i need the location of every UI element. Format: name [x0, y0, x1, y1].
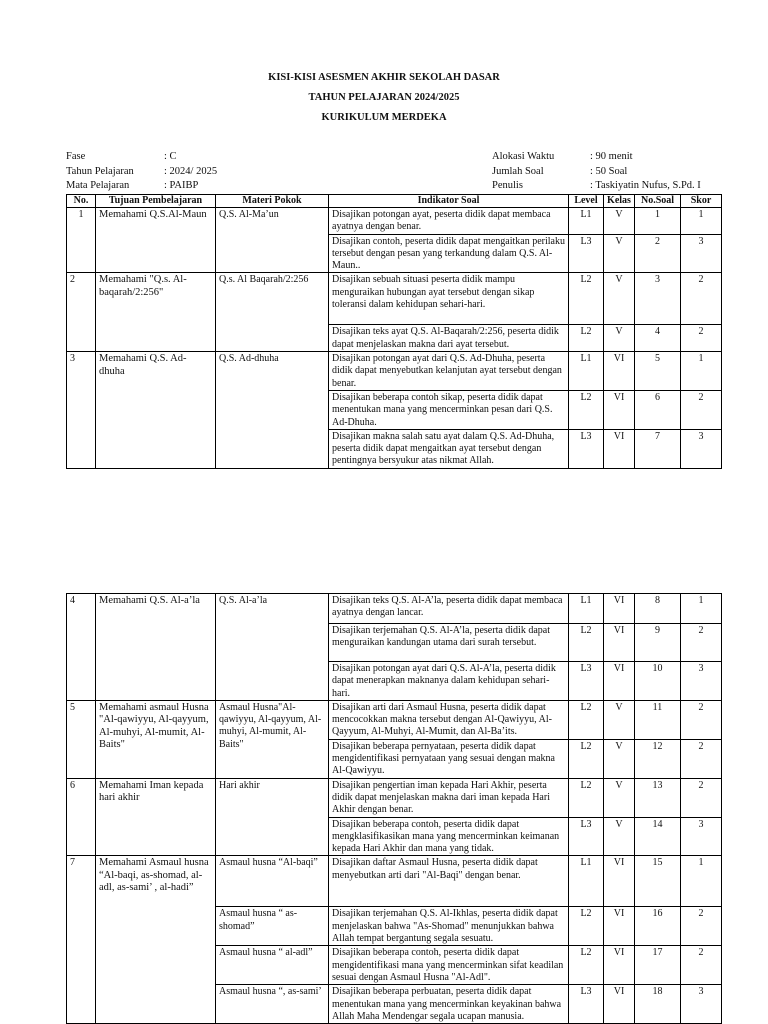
indikator-cell: Disajikan arti dari Asmaul Husna, peserta didik dapat mencocokkan makna tersebut dengan Al-Qawiyyu, Al-Qayyum, Al-Muhyi, Al-Mumit, dan Al-Ba’its.: [329, 700, 569, 739]
indikator-cell: Disajikan contoh, peserta didik dapat mengaitkan perilaku tersebut dengan pesan yang terkandung dalam Q.S. Al-Maun..: [329, 234, 569, 273]
level-cell: L1: [569, 352, 604, 391]
kelas-cell: VI: [604, 985, 635, 1024]
skor-cell: 3: [681, 817, 722, 856]
kelas-cell: V: [604, 700, 635, 739]
no-soal-cell: 11: [635, 700, 681, 739]
meta-label-mapel: Mata Pelajaran: [66, 180, 130, 191]
no-soal-cell: 2: [635, 234, 681, 273]
skor-cell: 2: [681, 325, 722, 352]
skor-cell: 3: [681, 985, 722, 1024]
kelas-cell: V: [604, 273, 635, 325]
no-soal-cell: 17: [635, 946, 681, 985]
indikator-cell: Disajikan terjemahan Q.S. Al-A’la, peserta didik dapat menguraikan kandungan utama dari surah tersebut.: [329, 624, 569, 662]
indikator-cell: Disajikan makna salah satu ayat dalam Q.S. Ad-Dhuha, peserta didik dapat mengaitkan ayat tersebut dengan pentingnya bersyukur atas nikmat Allah.: [329, 429, 569, 468]
no-soal-cell: 12: [635, 739, 681, 778]
col-header-indikator: Indikator Soal: [329, 195, 569, 208]
indikator-cell: Disajikan teks ayat Q.S. Al-Baqarah/2:256, peserta didik dapat menjelaskan makna dari ayat tersebut.: [329, 325, 569, 352]
no-soal-cell: 7: [635, 429, 681, 468]
meta-label-jumlah: Jumlah Soal: [492, 166, 544, 177]
indikator-cell: Disajikan terjemahan Q.S. Al-Ikhlas, peserta didik dapat menjelaskan bahwa "As-Shomad" menunjukkan bahwa Allah tempat bergantung segala sesuatu.: [329, 907, 569, 946]
skor-cell: 2: [681, 390, 722, 429]
tujuan-cell: Memahami Asmaul husna “Al-baqi, as-shomad, al-adl, as-sami’ , al-hadi”: [96, 856, 216, 1024]
indikator-cell: Disajikan potongan ayat dari Q.S. Al-A’la, peserta didik dapat menerapkan maknanya dalam kehidupan sehari-hari.: [329, 662, 569, 701]
indikator-cell: Disajikan beberapa pernyataan, peserta didik dapat mengidentifikasi pernyataan yang sesuai dengan makna Al-Qawiyyu.: [329, 739, 569, 778]
table-header-row: [67, 195, 722, 208]
meta-value-mapel: : PAIBP: [164, 180, 199, 191]
kelas-cell: V: [604, 739, 635, 778]
skor-cell: 2: [681, 700, 722, 739]
kelas-cell: VI: [604, 352, 635, 391]
tujuan-cell: Memahami Q.S. Al-a’la: [96, 594, 216, 701]
level-cell: L1: [569, 208, 604, 235]
level-cell: L2: [569, 907, 604, 946]
skor-cell: 2: [681, 778, 722, 817]
no-soal-cell: 9: [635, 624, 681, 662]
no-soal-cell: 4: [635, 325, 681, 352]
meta-label-fase: Fase: [66, 151, 86, 162]
kelas-cell: V: [604, 817, 635, 856]
indikator-cell: Disajikan pengertian iman kepada Hari Akhir, peserta didik dapat menjelaskan makna dari iman kepada Hari Akhir dengan benar.: [329, 778, 569, 817]
skor-cell: 1: [681, 594, 722, 624]
meta-label-tahun: Tahun Pelajaran: [66, 166, 134, 177]
kisi-table-2: [66, 593, 722, 1024]
no-soal-cell: 13: [635, 778, 681, 817]
no-soal-cell: 16: [635, 907, 681, 946]
col-header-skor: Skor: [681, 195, 722, 208]
level-cell: L3: [569, 662, 604, 701]
table-row: [67, 208, 722, 235]
materi-cell: Hari akhir: [216, 778, 329, 856]
indikator-cell: Disajikan potongan ayat, peserta didik dapat membaca ayatnya dengan benar.: [329, 208, 569, 235]
indikator-cell: Disajikan beberapa perbuatan, peserta didik dapat menentukan mana yang mencerminkan keyakinan bahwa Allah Maha Mendengar segala ucapan manusia.: [329, 985, 569, 1024]
table-row: [67, 273, 722, 325]
meta-value-fase: : C: [164, 151, 177, 162]
kelas-cell: V: [604, 208, 635, 235]
academic-year-title: TAHUN PELAJARAN 2024/2025: [308, 92, 460, 103]
skor-cell: 2: [681, 273, 722, 325]
level-cell: L2: [569, 273, 604, 325]
skor-cell: 1: [681, 352, 722, 391]
skor-cell: 3: [681, 662, 722, 701]
kelas-cell: VI: [604, 624, 635, 662]
level-cell: L2: [569, 700, 604, 739]
level-cell: L1: [569, 856, 604, 907]
col-header-no: No.: [67, 195, 96, 208]
materi-cell: Q.s. Al Baqarah/2:256: [216, 273, 329, 352]
skor-cell: 3: [681, 234, 722, 273]
table-row: [67, 700, 722, 739]
materi-cell: Q.S. Ad-dhuha: [216, 352, 329, 469]
kelas-cell: VI: [604, 662, 635, 701]
skor-cell: 2: [681, 624, 722, 662]
meta-label-alokasi: Alokasi Waktu: [492, 151, 555, 162]
indikator-cell: Disajikan potongan ayat dari Q.S. Ad-Dhuha, peserta didik dapat menyebutkan kelanjutan ayat tersebut dengan benar.: [329, 352, 569, 391]
no-soal-cell: 18: [635, 985, 681, 1024]
materi-cell: Asmaul husna “, as-sami’: [216, 985, 329, 1024]
level-cell: L3: [569, 234, 604, 273]
tujuan-cell: Memahami Q.S. Ad-dhuha: [96, 352, 216, 469]
indikator-cell: Disajikan daftar Asmaul Husna, peserta didik dapat menyebutkan arti dari "Al-Baqi" dengan benar.: [329, 856, 569, 907]
level-cell: L2: [569, 624, 604, 662]
materi-cell: Asmaul Husna"Al-qawiyyu, Al-qayyum, Al-muhyi, Al-mumit, Al-Baits": [216, 700, 329, 778]
kelas-cell: V: [604, 234, 635, 273]
document-title: KISI-KISI ASESMEN AKHIR SEKOLAH DASAR: [268, 72, 500, 83]
no-soal-cell: 14: [635, 817, 681, 856]
tujuan-cell: Memahami Iman kepada hari akhir: [96, 778, 216, 856]
level-cell: L2: [569, 946, 604, 985]
skor-cell: 3: [681, 429, 722, 468]
meta-label-penulis: Penulis: [492, 180, 523, 191]
kelas-cell: VI: [604, 390, 635, 429]
table-row: [67, 778, 722, 817]
level-cell: L2: [569, 390, 604, 429]
meta-value-tahun: : 2024/ 2025: [164, 166, 218, 177]
kelas-cell: VI: [604, 946, 635, 985]
table-row: [67, 352, 722, 391]
kelas-cell: V: [604, 778, 635, 817]
row-no: 7: [67, 856, 96, 1024]
row-no: 6: [67, 778, 96, 856]
col-header-materi: Materi Pokok: [216, 195, 329, 208]
skor-cell: 1: [681, 856, 722, 907]
tujuan-cell: Memahami Q.S.Al-Maun: [96, 208, 216, 273]
no-soal-cell: 8: [635, 594, 681, 624]
level-cell: L3: [569, 817, 604, 856]
kelas-cell: V: [604, 325, 635, 352]
materi-cell: Q.S. Al-a’la: [216, 594, 329, 701]
kelas-cell: VI: [604, 429, 635, 468]
materi-cell: Asmaul husna “Al-baqi”: [216, 856, 329, 907]
row-no: 2: [67, 273, 96, 352]
meta-value-alokasi: : 90 menit: [590, 151, 633, 162]
no-soal-cell: 3: [635, 273, 681, 325]
level-cell: L3: [569, 429, 604, 468]
col-header-kelas: Kelas: [604, 195, 635, 208]
level-cell: L2: [569, 325, 604, 352]
level-cell: L2: [569, 778, 604, 817]
curriculum-title: KURIKULUM MERDEKA: [321, 112, 447, 123]
no-soal-cell: 1: [635, 208, 681, 235]
table-row: [67, 594, 722, 624]
level-cell: L1: [569, 594, 604, 624]
indikator-cell: Disajikan beberapa contoh sikap, peserta didik dapat menentukan mana yang mencerminkan pesan dari Q.S. Ad-Dhuha.: [329, 390, 569, 429]
kelas-cell: VI: [604, 907, 635, 946]
skor-cell: 2: [681, 946, 722, 985]
materi-cell: Asmaul husna “ al-adl”: [216, 946, 329, 985]
materi-cell: Asmaul husna “ as-shomad”: [216, 907, 329, 946]
kisi-table-1: [66, 194, 722, 469]
no-soal-cell: 10: [635, 662, 681, 701]
skor-cell: 1: [681, 208, 722, 235]
no-soal-cell: 6: [635, 390, 681, 429]
col-header-no-soal: No.Soal: [635, 195, 681, 208]
row-no: 4: [67, 594, 96, 701]
meta-value-jumlah: : 50 Soal: [590, 166, 628, 177]
meta-value-penulis: : Taskiyatin Nufus, S.Pd. I: [590, 180, 701, 191]
tujuan-cell: Memahami "Q.s. Al-baqarah/2:256": [96, 273, 216, 352]
skor-cell: 2: [681, 739, 722, 778]
level-cell: L2: [569, 739, 604, 778]
col-header-level: Level: [569, 195, 604, 208]
indikator-cell: Disajikan teks Q.S. Al-A’la, peserta didik dapat membaca ayatnya dengan lancar.: [329, 594, 569, 624]
indikator-cell: Disajikan sebuah situasi peserta didik mampu menguraikan hubungan ayat tersebut dengan sikap toleransi dalam kehidupan sehari-hari.: [329, 273, 569, 325]
kelas-cell: VI: [604, 594, 635, 624]
no-soal-cell: 5: [635, 352, 681, 391]
kelas-cell: VI: [604, 856, 635, 907]
no-soal-cell: 15: [635, 856, 681, 907]
tujuan-cell: Memahami asmaul Husna "Al-qawiyyu, Al-qayyum, Al-muhyi, Al-mumit, Al-Baits": [96, 700, 216, 778]
indikator-cell: Disajikan beberapa contoh, peserta didik dapat mengidentifikasi mana yang mencerminkan sifat keadilan sesuai dengan Asmaul Husna "Al-Adl".: [329, 946, 569, 985]
table-row: [67, 856, 722, 907]
level-cell: L3: [569, 985, 604, 1024]
indikator-cell: Disajikan beberapa contoh, peserta didik dapat mengklasifikasikan mana yang mencerminkan keimanan kepada Hari Akhir dan mana yang tidak.: [329, 817, 569, 856]
materi-cell: Q.S. Al-Ma’un: [216, 208, 329, 273]
skor-cell: 2: [681, 907, 722, 946]
row-no: 1: [67, 208, 96, 273]
col-header-tujuan: Tujuan Pembelajaran: [96, 195, 216, 208]
row-no: 3: [67, 352, 96, 469]
row-no: 5: [67, 700, 96, 778]
